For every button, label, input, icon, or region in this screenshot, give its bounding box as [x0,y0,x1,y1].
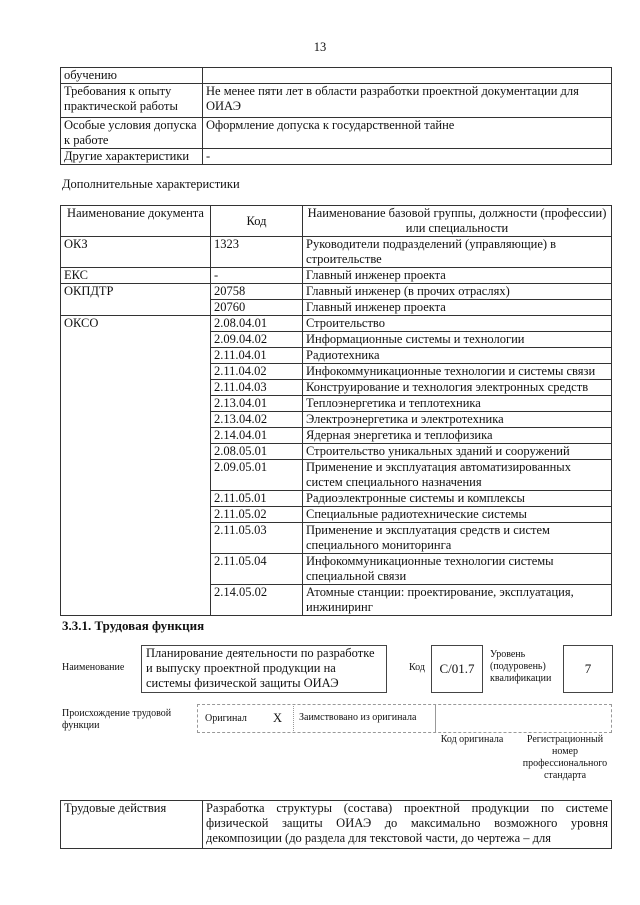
cell: 20760 [211,300,303,316]
table-row [61,801,612,849]
cell: Применение и эксплуатация автоматизированных систем специального назначения [303,460,612,491]
divider [435,704,436,733]
cell [61,554,211,585]
cell: ОКЗ [61,237,211,268]
cell: 1323 [211,237,303,268]
table-row [61,68,612,84]
table-row [61,149,612,165]
table-row [61,380,612,396]
function-name: Планирование деятельности по разработке и выпуску проектной продукции на системы физической защиты ОИАЭ [141,645,387,693]
cell [61,348,211,364]
cell: 2.08.05.01 [211,444,303,460]
cell: Требования к опыту практической работы [61,84,203,118]
borrowed-label: Заимствовано из оригинала [299,712,417,723]
cell: - [211,268,303,284]
cell: Инфокоммуникационные технологии и системы связи [303,364,612,380]
code-label: Код [409,662,425,673]
cell [61,491,211,507]
cell: 2.14.04.01 [211,428,303,444]
cell: Информационные системы и технологии [303,332,612,348]
cell: 2.13.04.01 [211,396,303,412]
cell: ОКСО [61,316,211,332]
header-cell: Наименование базовой группы, должности (профессии) или специальности [303,206,612,237]
cell: Оформление допуска к государственной тайне [203,118,612,149]
labor-actions-table [60,800,612,849]
cell [61,460,211,491]
table-row [61,412,612,428]
cell: Радиоэлектронные системы и комплексы [303,491,612,507]
cell: 2.11.04.01 [211,348,303,364]
cell: Трудовые действия [61,801,203,849]
table-row [61,396,612,412]
level-value: 7 [563,645,613,693]
cell [61,523,211,554]
cell: 2.11.05.01 [211,491,303,507]
table-header-row [61,206,612,237]
cell: Другие характеристики [61,149,203,165]
cell [203,68,612,84]
cell: 2.11.05.04 [211,554,303,585]
table-row [61,237,612,268]
table-row [61,507,612,523]
cell [61,364,211,380]
header-cell: Наименование документа [61,206,211,237]
cell: 2.11.05.03 [211,523,303,554]
cell: Электроэнергетика и электротехника [303,412,612,428]
cell [61,412,211,428]
cell: 2.11.04.03 [211,380,303,396]
cell [61,396,211,412]
table-row [61,84,612,118]
cell [61,444,211,460]
cell: Руководители подразделений (управляющие) в строительстве [303,237,612,268]
original-mark: X [273,711,283,725]
registration-number-label: Регистрационный номер профессионального стандарта [522,734,608,781]
section-title: Дополнительные характеристики [62,177,240,191]
function-heading: 3.3.1. Трудовая функция [62,618,205,633]
table-row [61,523,612,554]
cell: ОКПДТР [61,284,211,300]
original-label: Оригинал [205,713,247,724]
table-row [61,444,612,460]
table-row [61,284,612,300]
table-row [61,316,612,332]
cell: Главный инженер проекта [303,268,612,284]
divider [293,704,294,733]
cell: 2.14.05.02 [211,585,303,616]
name-label: Наименование [62,662,125,673]
cell: Строительство уникальных зданий и сооружений [303,444,612,460]
cell [61,300,211,316]
cell: Атомные станции: проектирование, эксплуатация, инжиниринг [303,585,612,616]
cell [61,332,211,348]
cell: 2.08.04.01 [211,316,303,332]
table-row [61,491,612,507]
cell: Конструирование и технология электронных средств [303,380,612,396]
cell: Главный инженер проекта [303,300,612,316]
cell: 2.11.05.02 [211,507,303,523]
table-row [61,428,612,444]
cell: Разработка структуры (состава) проектной продукции по системе физической защиты ОИАЭ до максимально возможного уровня декомпозиции (до раздела для текстовой части, до чертежа – для [203,801,612,849]
cell: Ядерная энергетика и теплофизика [303,428,612,444]
table-row [61,585,612,616]
table-row [61,332,612,348]
table-row [61,118,612,149]
cell: Строительство [303,316,612,332]
cell: Специальные радиотехнические системы [303,507,612,523]
cell [61,585,211,616]
cell [61,380,211,396]
additional-characteristics-table [60,205,612,616]
cell: - [203,149,612,165]
cell: Особые условия допуска к работе [61,118,203,149]
table-row [61,268,612,284]
cell: 2.09.05.01 [211,460,303,491]
level-label: Уровень (подуровень) квалификации [490,649,552,684]
origin-label: Происхождение трудовой функции [62,708,172,731]
cell: 2.13.04.02 [211,412,303,428]
cell: Теплоэнергетика и теплотехника [303,396,612,412]
cell: 2.11.04.02 [211,364,303,380]
cell: ЕКС [61,268,211,284]
function-code: С/01.7 [431,645,483,693]
cell: Радиотехника [303,348,612,364]
cell: 20758 [211,284,303,300]
table-row [61,554,612,585]
table-row [61,460,612,491]
table-row [61,300,612,316]
cell: обучению [61,68,203,84]
cell: Применение и эксплуатация средств и систем специального мониторинга [303,523,612,554]
qualification-table [60,67,612,165]
page-number: 13 [313,40,327,54]
table-row [61,348,612,364]
cell: Главный инженер (в прочих отраслях) [303,284,612,300]
cell [61,428,211,444]
cell: Не менее пяти лет в области разработки проектной документации для ОИАЭ [203,84,612,118]
cell: Инфокоммуникационные технологии системы специальной связи [303,554,612,585]
original-code-label: Код оригинала [440,734,504,745]
header-cell: Код [211,206,303,237]
table-row [61,364,612,380]
cell [61,507,211,523]
cell: 2.09.04.02 [211,332,303,348]
